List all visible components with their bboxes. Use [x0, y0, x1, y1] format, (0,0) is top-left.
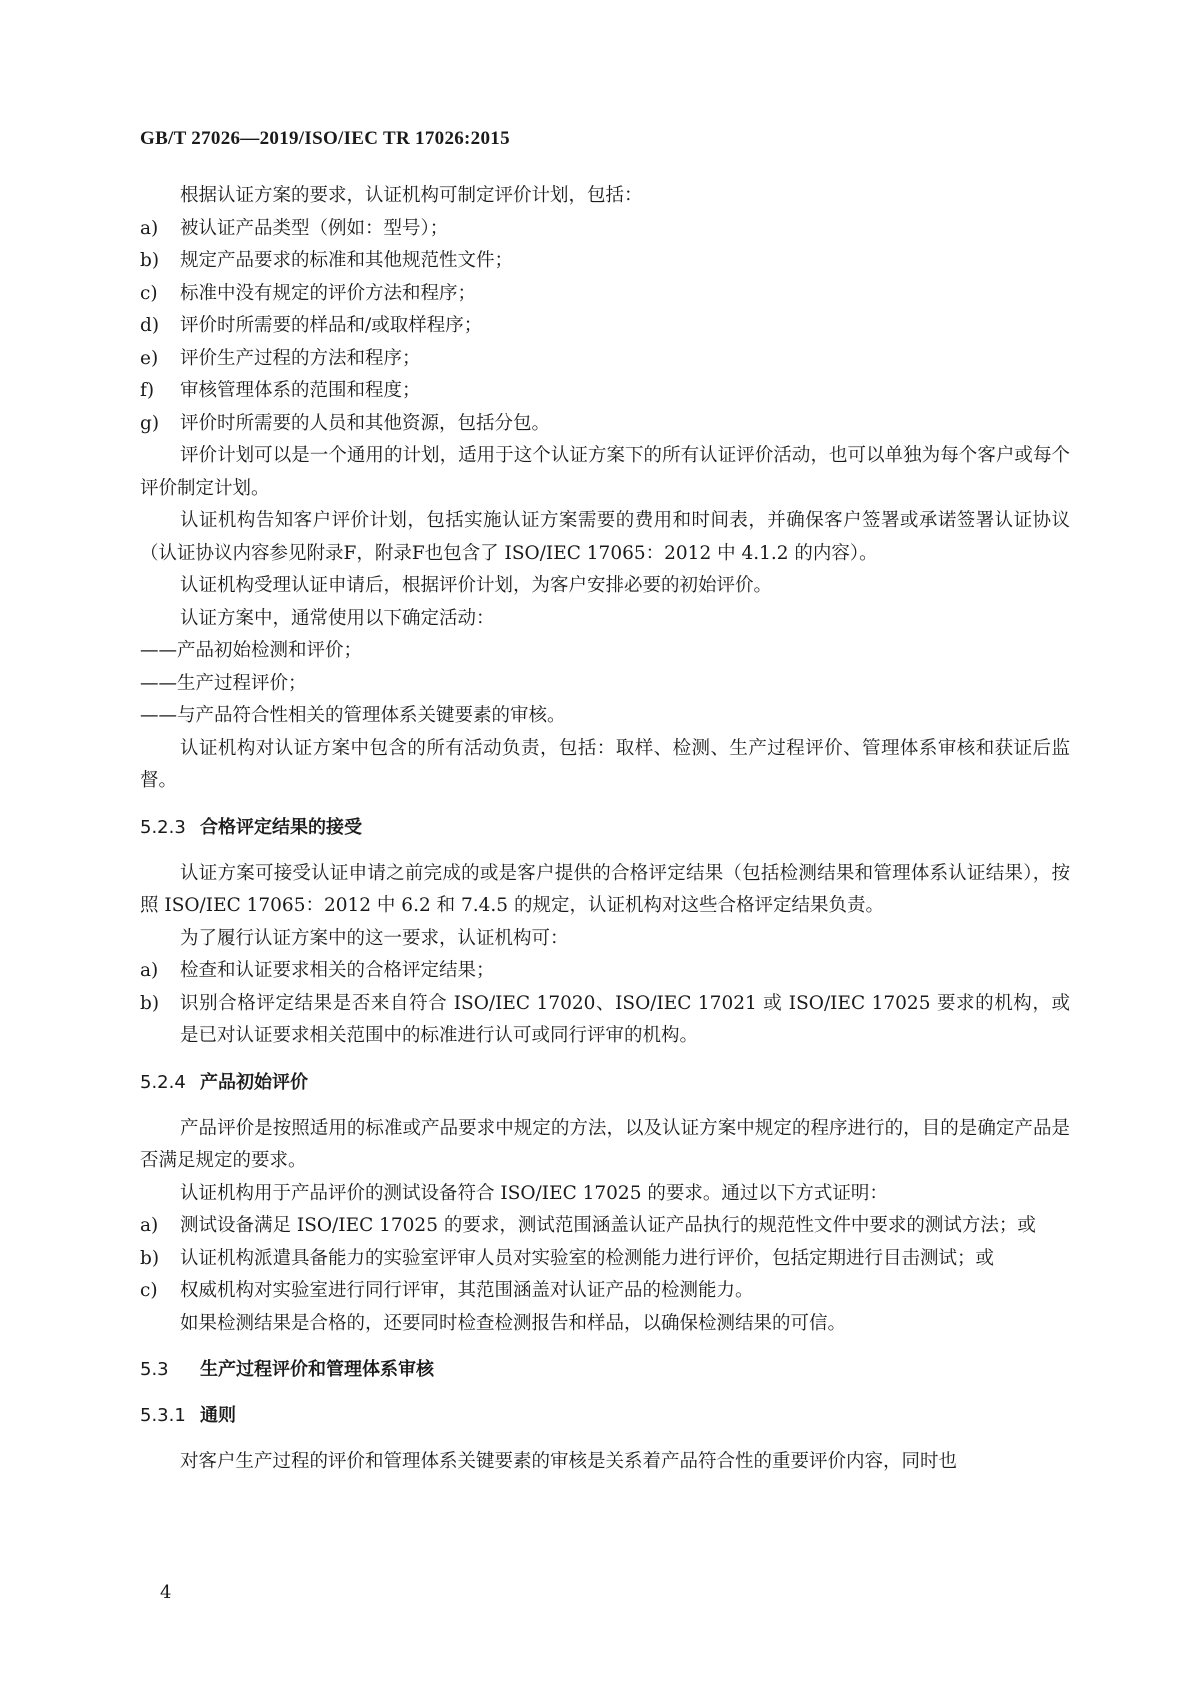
- list-label: a): [140, 960, 159, 981]
- list-label: c): [140, 282, 158, 304]
- paragraph: 认证机构告知客户评价计划，包括实施认证方案需要的费用和时间表，并确保客户签署或承诺签署认证协议（认证协议内容参见附录F，附录F也包含了 ISO/IEC 17065：2012 中 4.1.2 的内容）。: [140, 510, 1070, 564]
- list-text: 评价生产过程的方法和程序；: [180, 347, 421, 369]
- list-item: [140, 310, 1070, 343]
- paragraph: 如果检测结果是合格的，还要同时检查检测报告和样品，以确保检测结果的可信。: [180, 1312, 847, 1334]
- section-title: 产品初始评价: [200, 1071, 308, 1093]
- intro-paragraph: 根据认证方案的要求，认证机构可制定评价计划，包括：: [180, 185, 643, 206]
- list-item: [140, 213, 1070, 246]
- paragraph: 认证机构用于产品评价的测试设备符合 ISO/IEC 17025 的要求。通过以下方式证明：: [180, 1182, 888, 1204]
- list-text: 认证机构派遣具备能力的实验室评审人员对实验室的检测能力进行评价，包括定期进行目击测试；或: [180, 1247, 995, 1269]
- section-number: 5.3: [140, 1359, 169, 1380]
- section-title: 合格评定结果的接受: [200, 816, 362, 838]
- list-label: b): [140, 1247, 160, 1269]
- dash-item: ——与产品符合性相关的管理体系关键要素的审核。: [140, 705, 566, 726]
- paragraph: 为了履行认证方案中的这一要求，认证机构可：: [180, 927, 569, 949]
- dash-list: [140, 635, 1070, 733]
- list-label: g): [140, 412, 160, 434]
- paragraph: 认证方案中，通常使用以下确定活动：: [180, 607, 495, 629]
- list-item: [140, 1275, 1070, 1308]
- document-body: [140, 180, 1070, 1479]
- standard-code-header: GB/T 27026—2019/ISO/IEC TR 17026:2015: [140, 128, 510, 149]
- section-heading-5-2-3: [140, 812, 1070, 844]
- list-label: e): [140, 347, 159, 369]
- list-item: [140, 245, 1070, 278]
- list-text: 规定产品要求的标准和其他规范性文件；: [180, 250, 514, 271]
- plan-list: [140, 213, 1070, 441]
- list-label: a): [140, 217, 159, 239]
- list-item: [140, 408, 1070, 441]
- list-text: 审核管理体系的范围和程度；: [180, 380, 421, 401]
- paragraph: 对客户生产过程的评价和管理体系关键要素的审核是关系着产品符合性的重要评价内容，同时也: [180, 1451, 958, 1472]
- paragraph: 认证机构受理认证申请后，根据评价计划，为客户安排必要的初始评价。: [180, 575, 773, 596]
- list-label: d): [140, 315, 160, 336]
- list-text: 评价时所需要的样品和/或取样程序；: [180, 315, 483, 336]
- list-text: 检查和认证要求相关的合格评定结果；: [180, 960, 495, 981]
- section-number: 5.2.4: [140, 1071, 186, 1093]
- list-item: [140, 1210, 1070, 1243]
- list-text: 识别合格评定结果是否来自符合 ISO/IEC 17020、ISO/IEC 17021 或 ISO/IEC 17025 要求的机构，或是已对认证要求相关范围中的标准进行认可或同行评审的机构。: [180, 992, 1070, 1046]
- section-title: 通则: [200, 1405, 236, 1426]
- list-label: a): [140, 1215, 159, 1236]
- list-item: [140, 343, 1070, 376]
- list-item: [140, 278, 1070, 311]
- list-text: 被认证产品类型（例如：型号）；: [180, 217, 449, 239]
- paragraph: 产品评价是按照适用的标准或产品要求中规定的方法，以及认证方案中规定的程序进行的，目的是确定产品是否满足规定的要求。: [140, 1117, 1070, 1171]
- paragraph: 认证方案可接受认证申请之前完成的或是客户提供的合格评定结果（包括检测结果和管理体系认证结果），按照 ISO/IEC 17065：2012 中 6.2 和 7.4.5 的规定，认证机构对这些合格评定结果负责。: [140, 862, 1070, 916]
- section-heading-5-3-1: [140, 1400, 1070, 1432]
- paragraph: 认证机构对认证方案中包含的所有活动负责，包括：取样、检测、生产过程评价、管理体系审核和获证后监督。: [140, 737, 1070, 791]
- list-text: 权威机构对实验室进行同行评审，其范围涵盖对认证产品的检测能力。: [180, 1280, 754, 1301]
- section-heading-5-2-4: [140, 1067, 1070, 1099]
- list-item: [140, 988, 1070, 1053]
- list-item: [140, 955, 1070, 988]
- dash-item: ——产品初始检测和评价；: [140, 640, 363, 661]
- list-item: [140, 375, 1070, 408]
- section-number: 5.2.3: [140, 816, 186, 838]
- list-label: f): [140, 380, 155, 401]
- section-heading-5-3: [140, 1354, 1070, 1386]
- section-title: 生产过程评价和管理体系审核: [200, 1359, 434, 1380]
- list-text: 测试设备满足 ISO/IEC 17025 的要求，测试范围涵盖认证产品执行的规范性文件中要求的测试方法；或: [180, 1215, 1036, 1236]
- list-label: b): [140, 250, 160, 271]
- list-item: [140, 1243, 1070, 1276]
- page-number: 4: [160, 1582, 172, 1603]
- paragraph: 评价计划可以是一个通用的计划，适用于这个认证方案下的所有认证评价活动，也可以单独为每个客户或每个评价制定计划。: [140, 445, 1070, 499]
- section-number: 5.3.1: [140, 1405, 186, 1426]
- list-text: 标准中没有规定的评价方法和程序；: [180, 282, 477, 304]
- dash-item: ——生产过程评价；: [140, 672, 307, 694]
- list-label: c): [140, 1280, 158, 1301]
- list-label: b): [140, 992, 160, 1014]
- list-text: 评价时所需要的人员和其他资源，包括分包。: [180, 412, 551, 434]
